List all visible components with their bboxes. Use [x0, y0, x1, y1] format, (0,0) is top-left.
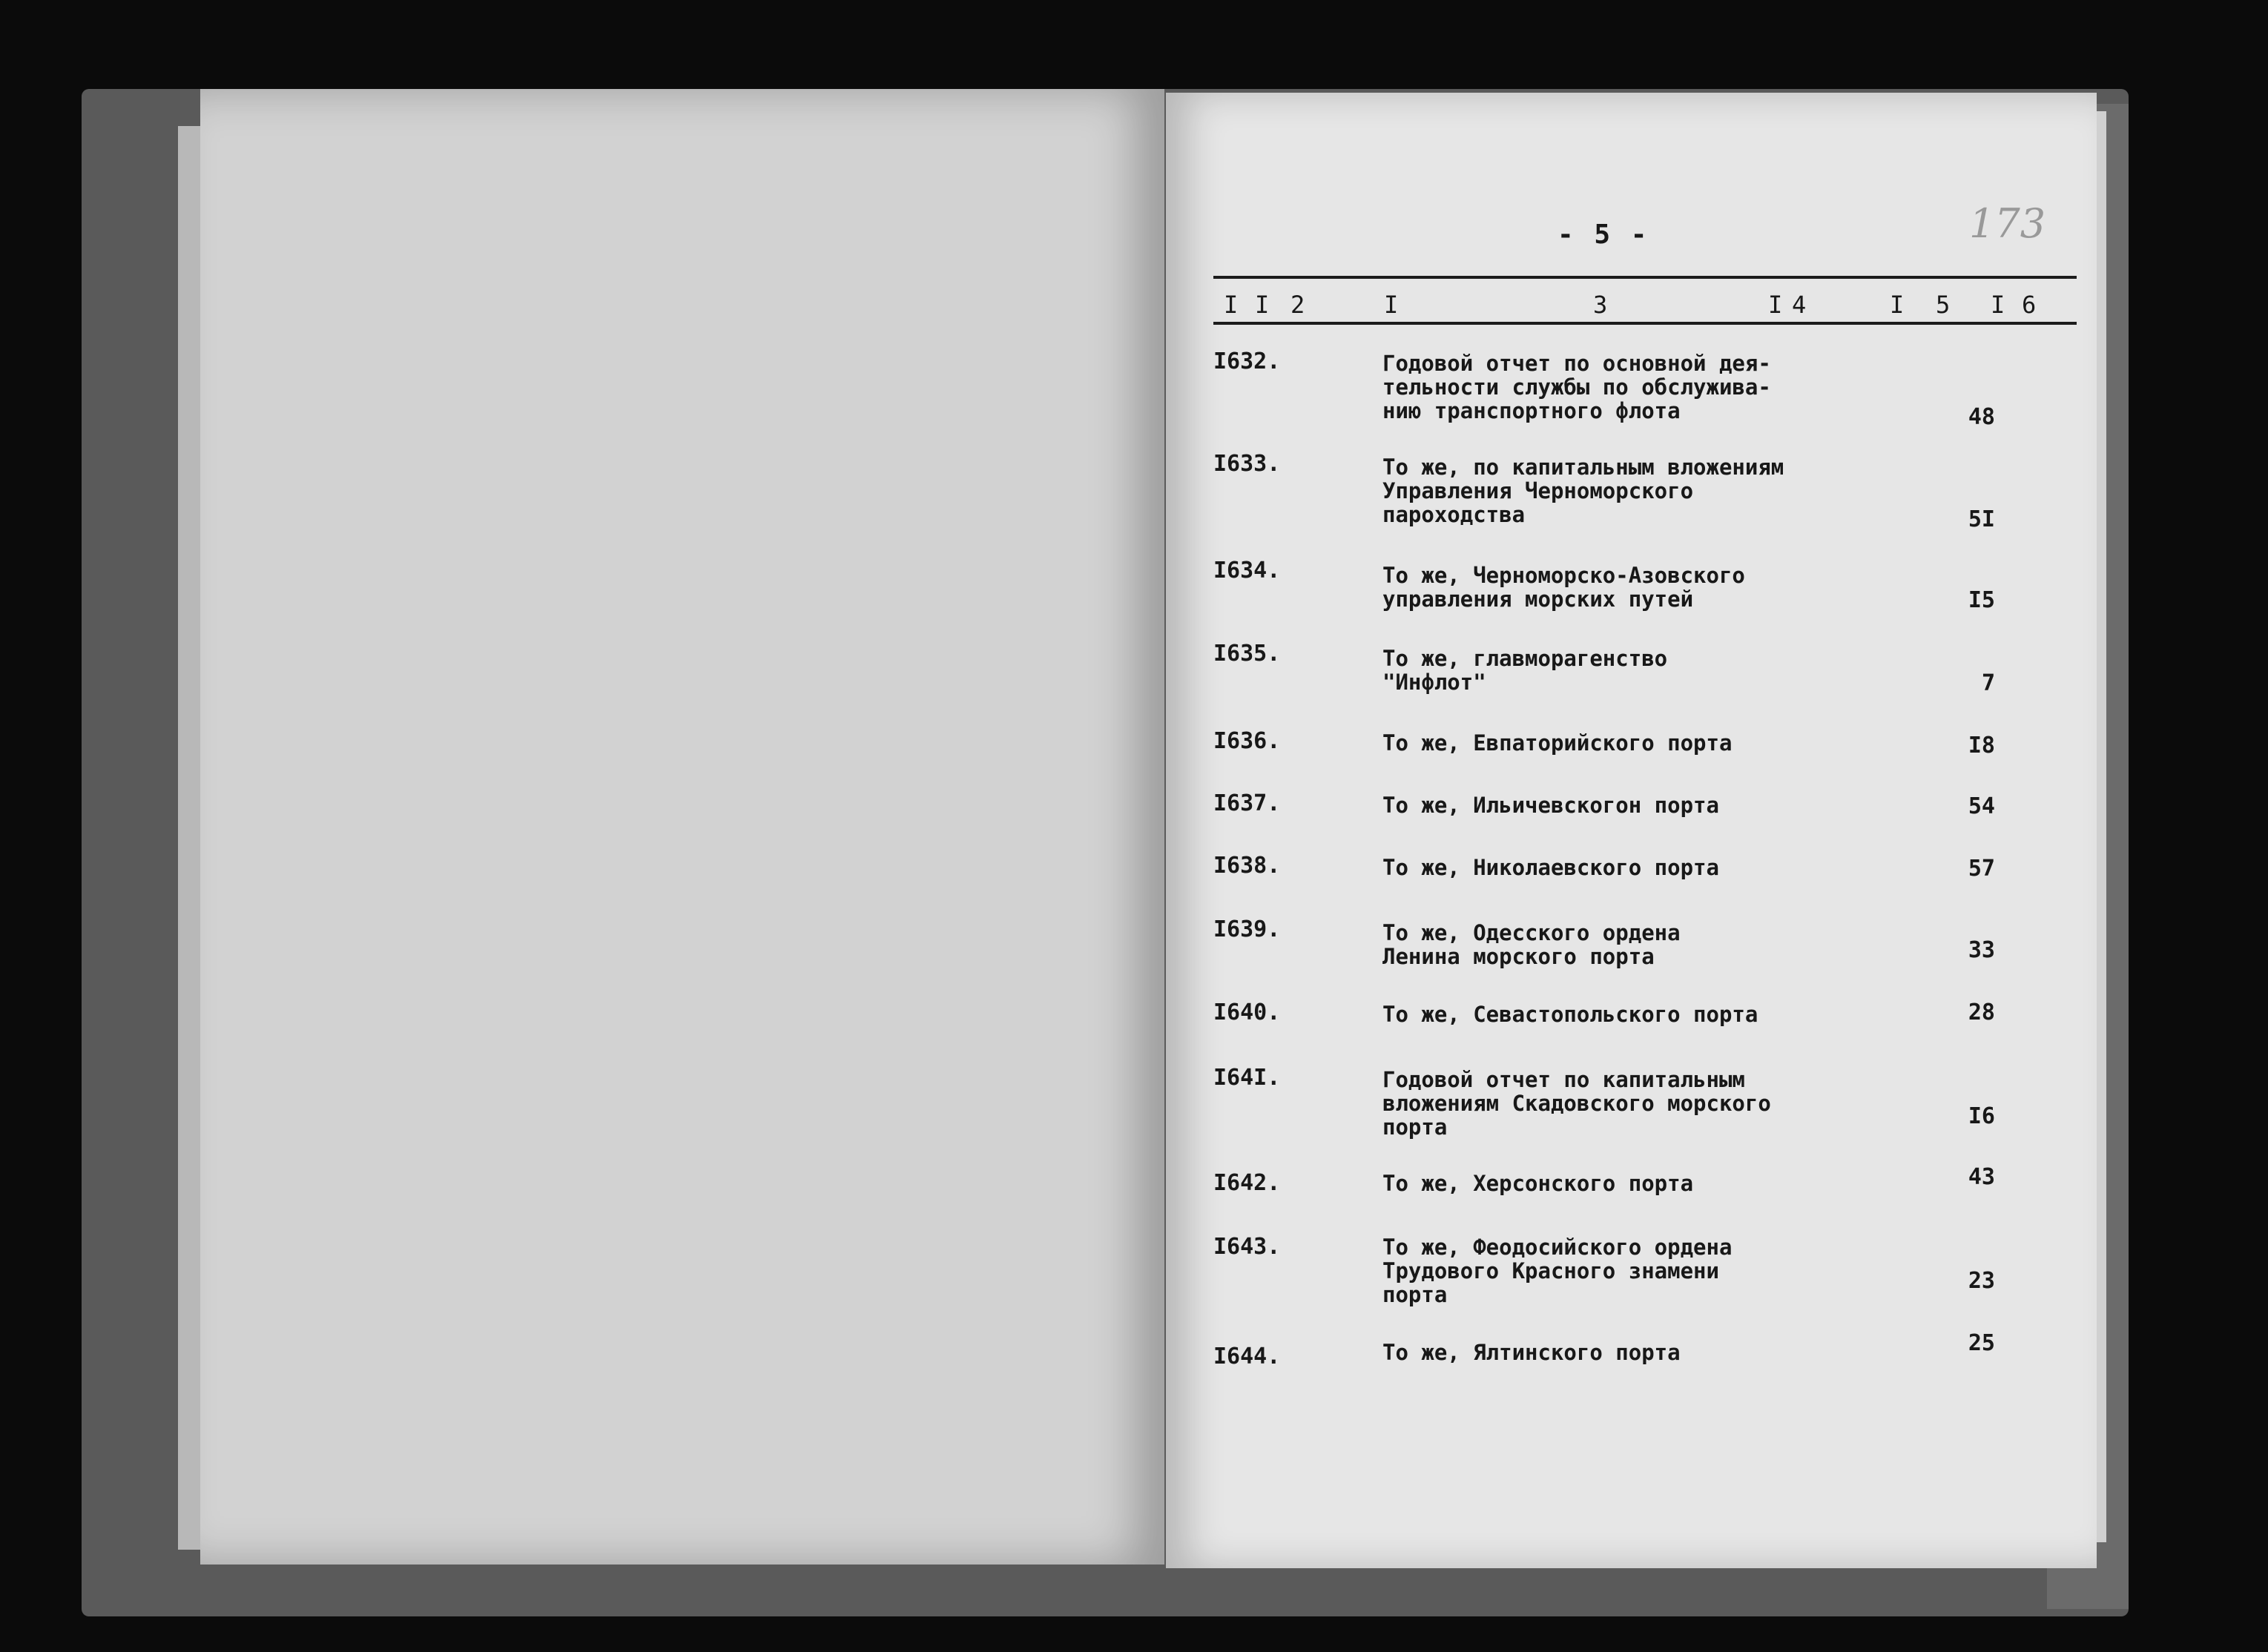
entry-sheet-count: 33 [1968, 937, 1995, 963]
header-sep: I [1890, 291, 1905, 319]
entry-number: I638. [1213, 853, 1281, 879]
entry-sheet-count: 57 [1968, 856, 1995, 882]
entry-sheet-count: 48 [1968, 404, 1995, 430]
entry-sheet-count: 23 [1968, 1268, 1995, 1294]
entry-sheet-count: I6 [1968, 1103, 1995, 1129]
entry-description: Годовой отчет по основной дея- тельности службы по обслужива- нию транспортного флота [1382, 351, 1771, 423]
entry-number: I640. [1213, 1000, 1281, 1025]
entry-description: То же, Николаевского порта [1382, 855, 1719, 880]
entry-number: I64I. [1213, 1065, 1281, 1091]
entry-number: I643. [1213, 1234, 1281, 1260]
table-header-rule [1213, 322, 2077, 325]
entry-sheet-count: 5I [1968, 506, 1995, 532]
entry-number: I635. [1213, 641, 1281, 667]
entry-description: То же, Севастопольского порта [1382, 1002, 1758, 1027]
archive-stamp: 173 [1969, 200, 2046, 247]
header-col-5: 5 [1936, 291, 1951, 319]
header-sep: I [1768, 291, 1783, 319]
entry-sheet-count: 54 [1968, 793, 1995, 819]
header-sep: I [1991, 291, 2005, 319]
entry-number: I633. [1213, 451, 1281, 477]
entry-number: I642. [1213, 1170, 1281, 1196]
entry-number: I637. [1213, 790, 1281, 816]
entry-number: I636. [1213, 728, 1281, 754]
header-col-3: 3 [1593, 291, 1608, 319]
entry-description: То же, по капитальным вложениям Управления Черноморского пароходства [1382, 455, 1784, 527]
entry-number: I644. [1213, 1344, 1281, 1369]
entry-sheet-count: 7 [1981, 670, 1995, 696]
page-number: - 5 - [1557, 219, 1649, 250]
entry-number: I639. [1213, 916, 1281, 942]
entry-description: То же, Феодосийского ордена Трудового Красного знамени порта [1382, 1235, 1733, 1307]
table-top-rule [1213, 276, 2077, 279]
entry-sheet-count: I5 [1968, 587, 1995, 613]
header-col-2: 2 [1290, 291, 1305, 319]
left-page [200, 89, 1164, 1565]
header-col-6: 6 [2022, 291, 2037, 319]
entry-description: То же, Херсонского порта [1382, 1171, 1694, 1196]
entry-description: То же, главморагенство "Инфлот" [1382, 646, 1668, 695]
header-sep: I [1224, 291, 1239, 319]
entry-description: То же, Ялтинского порта [1382, 1340, 1681, 1365]
entry-sheet-count: 28 [1968, 1000, 1995, 1025]
entry-description: То же, Ильичевскогон порта [1382, 793, 1719, 818]
entry-description: То же, Одесского ордена Ленина морского порта [1382, 920, 1681, 969]
entry-description: То же, Черноморско-Азовского управления морских путей [1382, 563, 1745, 612]
header-col-4: 4 [1792, 291, 1807, 319]
entry-number: I632. [1213, 348, 1281, 374]
entry-number: I634. [1213, 558, 1281, 584]
entry-sheet-count: 43 [1968, 1164, 1995, 1190]
header-sep: I [1384, 291, 1399, 319]
entry-description: Годовой отчет по капитальным вложениям Скадовского морского порта [1382, 1067, 1771, 1140]
entry-sheet-count: I8 [1968, 733, 1995, 759]
entry-description: То же, Евпаторийского порта [1382, 730, 1733, 756]
header-sep: I [1255, 291, 1270, 319]
entry-sheet-count: 25 [1968, 1330, 1995, 1356]
